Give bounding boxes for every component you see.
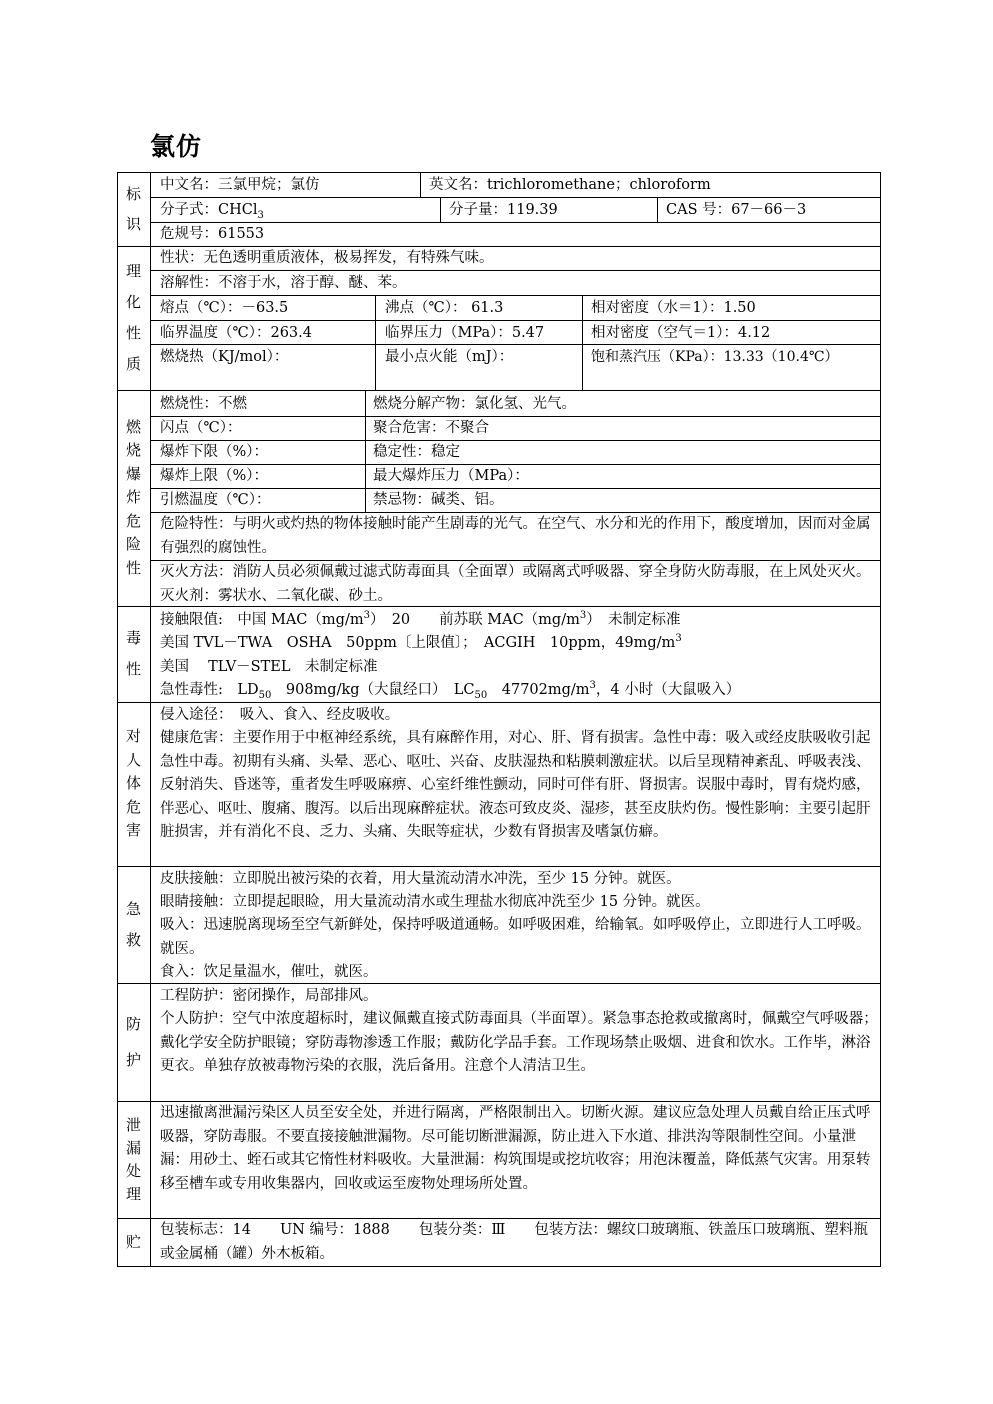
cas-number: CAS 号：67－66－3 [666,202,807,218]
critical-pressure: 临界压力（MPa）：5.47 [385,325,545,341]
min-ignition-energy: 最小点火能（mJ）： [385,349,514,365]
first-aid-inhalation: 吸入：迅速脱离现场至空气新鲜处，保持呼吸道通畅。如呼吸困难，给输氧。如呼吸停止，立即进行人工呼吸。就医。 [160,917,871,957]
section-divider [117,390,881,391]
personal-protection: 个人防护：空气中浓度超标时，建议佩戴直接式防毒面具（半面罩）。紧急事态抢救或撤离时，佩戴空气呼吸器；戴化学安全防护眼镜；穿防毒物渗透工作服；戴防化学品手套。工作现场禁止吸烟、进食和饮水。工作毕，淋浴更衣。单独存放被毒物污染的衣服，洗后备用。注意个人清洁卫生。 [160,1011,878,1074]
row-divider [150,416,881,417]
section-divider [117,866,881,867]
cell-divider [420,172,421,197]
polymerization-hazard: 聚合危害：不聚合 [373,420,489,436]
cell-divider [375,295,376,390]
cell-divider [440,197,441,222]
us-tlv-stel: 美国 TLV－STEL 未制定标准 [160,659,378,675]
boiling-point: 沸点（℃）： 61.3 [385,300,504,316]
autoignition-temperature: 引燃温度（℃）： [160,492,271,508]
decomposition-products: 燃烧分解产物：氯化氢、光气。 [373,396,576,412]
molecular-weight: 分子量：119.39 [449,202,558,218]
combustion-heat: 燃烧热（KJ/mol）： [160,349,289,365]
section-label-health: 对 人 体 危 害 [125,727,141,840]
relative-density-air: 相对密度（空气＝1）：4.12 [591,325,771,341]
exposure-limits: 接触限值: 中国 $MAC(mg/m^3)$ 20 前苏联 $MAC(mg/m^3)$ 未制定标准 [160,610,681,628]
packaging-storage: 包装标志：14 UN 编号：1888 包装分类：Ⅲ 包装方法：螺纹口玻璃瓶、铁盖压口玻璃瓶、塑料瓶或金属桶（罐）外木板箱。 [160,1222,868,1262]
leak-handling: 迅速撤离泄漏污染区人员至安全处，并进行隔离，严格限制出入。切断火源。建议应急处理人员戴自给正压式呼吸器，穿防毒服。不要直接接触泄漏物。尽可能切断泄漏源，防止进入下水道、排洪沟等限制性空间。小量泄漏：用砂土、蛭石或其它惰性材料吸收。大量泄漏：构筑围堤或挖坑收容；用泡沫覆盖，降低蒸气灾害。用泵转移至槽车或专用收集器内，回收或运至废物处理场所处置。 [160,1105,871,1192]
section-label-storage: 贮 [125,1233,141,1251]
section-label-fire: 燃 烧 爆 炸 危 险 性 [125,417,141,577]
dangerous-goods-number: 危规号：61553 [160,226,265,242]
us-tlv-twa: 美国 TVL－TWA OSHA 50ppm〔上限值〕； ACGIH 10ppm，$49mg/m^3$ [160,633,682,651]
flammability: 燃烧性：不燃 [160,396,247,412]
exposure-route: 侵入途径： 吸入、食入、经皮吸收。 [160,707,400,723]
cell-divider [657,197,658,222]
acute-toxicity: 急性毒性: $LD_{50}$ 908mg/kg（大鼠经口） $LC_{50}$ $47702mg/m^3$，4 小时（大鼠吸入） [160,680,741,701]
cell-divider [365,390,366,512]
section-label-physchem: 理 化 性 质 [125,262,141,373]
section-label-firstaid: 急 救 [125,899,141,949]
table-border-right [880,172,881,1267]
extinguishing-method: 灭火方法：消防人员必须佩戴过滤式防毒面具（全面罩）或隔离式呼吸器、穿全身防火防毒服，在上风处灭火。灭火剂：雾状水、二氧化碳、砂土。 [160,564,871,604]
page-title: 氯仿 [150,132,203,161]
flash-point: 闪点（℃）： [160,420,242,436]
engineering-controls: 工程防护：密闭操作，局部排风。 [160,988,378,1004]
section-label-ident: 标 识 [125,185,141,233]
incompatible-materials: 禁忌物：碱类、铝。 [373,492,504,508]
solubility: 溶解性：不溶于水，溶于醇、醚、苯。 [160,275,407,291]
hazard-characteristics: 危险特性：与明火或灼热的物体接触时能产生剧毒的光气。在空气、水分和光的作用下，酸度增加，因而对金属有强烈的腐蚀性。 [160,516,871,556]
max-explosion-pressure: 最大爆炸压力（MPa）： [373,468,529,484]
first-aid-ingestion: 食入：饮足量温水，催吐，就医。 [160,964,378,980]
melting-point: 熔点（℃）：－63.5 [160,300,289,316]
first-aid-eye: 眼睛接触：立即提起眼睑，用大量流动清水或生理盐水彻底冲洗至少 15 分钟。就医。 [160,894,710,910]
molecular-formula: 分子式：CHCl$_3$ [160,202,264,221]
appearance: 性状：无色透明重质液体，极易挥发，有特殊气味。 [160,250,494,266]
critical-temperature: 临界温度（℃）：263.4 [160,325,312,341]
first-aid-skin: 皮肤接触：立即脱出被污染的衣着，用大量流动清水冲洗，至少 15 分钟。就医。 [160,871,681,887]
label-column-divider [150,172,151,1267]
english-name: 英文名：trichloromethane；chloroform [429,177,711,193]
cell-divider [582,295,583,390]
health-hazards: 健康危害：主要作用于中枢神经系统，具有麻醉作用，对心、肝、肾有损害。急性中毒：吸入或经皮肤吸收引起急性中毒。初期有头痛、头晕、恶心、呕吐、兴奋、皮肤湿热和粘膜刺激症状。以后呈现精神紊乱、呼吸表浅、反射消失、昏迷等，重者发生呼吸麻痹、心室纤维性颤动，同时可伴有肝、肾损害。误服中毒时，胃有烧灼感，伴恶心、呕吐、腹痛、腹泻。以后出现麻醉症状。液态可致皮炎、湿疹，甚至皮肤灼伤。慢性影响：主要引起肝脏损害，并有消化不良、乏力、头痛、失眠等症状，少数有肾损害及嗜氯仿癖。 [160,730,871,840]
relative-density-water: 相对密度（水＝1）：1.50 [591,300,756,316]
section-label-toxicity: 毒 性 [125,629,141,678]
vapor-pressure: 饱和蒸汽压（KPa）：13.33（10.4℃） [591,349,839,365]
stability: 稳定性：稳定 [373,444,460,460]
chinese-name: 中文名：三氯甲烷；氯仿 [160,177,320,193]
explosion-lower-limit: 爆炸下限（%）： [160,444,269,460]
section-label-protection: 防 护 [125,1015,141,1069]
explosion-upper-limit: 爆炸上限（%）： [160,468,269,484]
table-border-bottom [117,1266,881,1267]
safety-data-sheet [117,172,881,1267]
section-label-leak: 泄 漏 处 理 [125,1115,141,1203]
